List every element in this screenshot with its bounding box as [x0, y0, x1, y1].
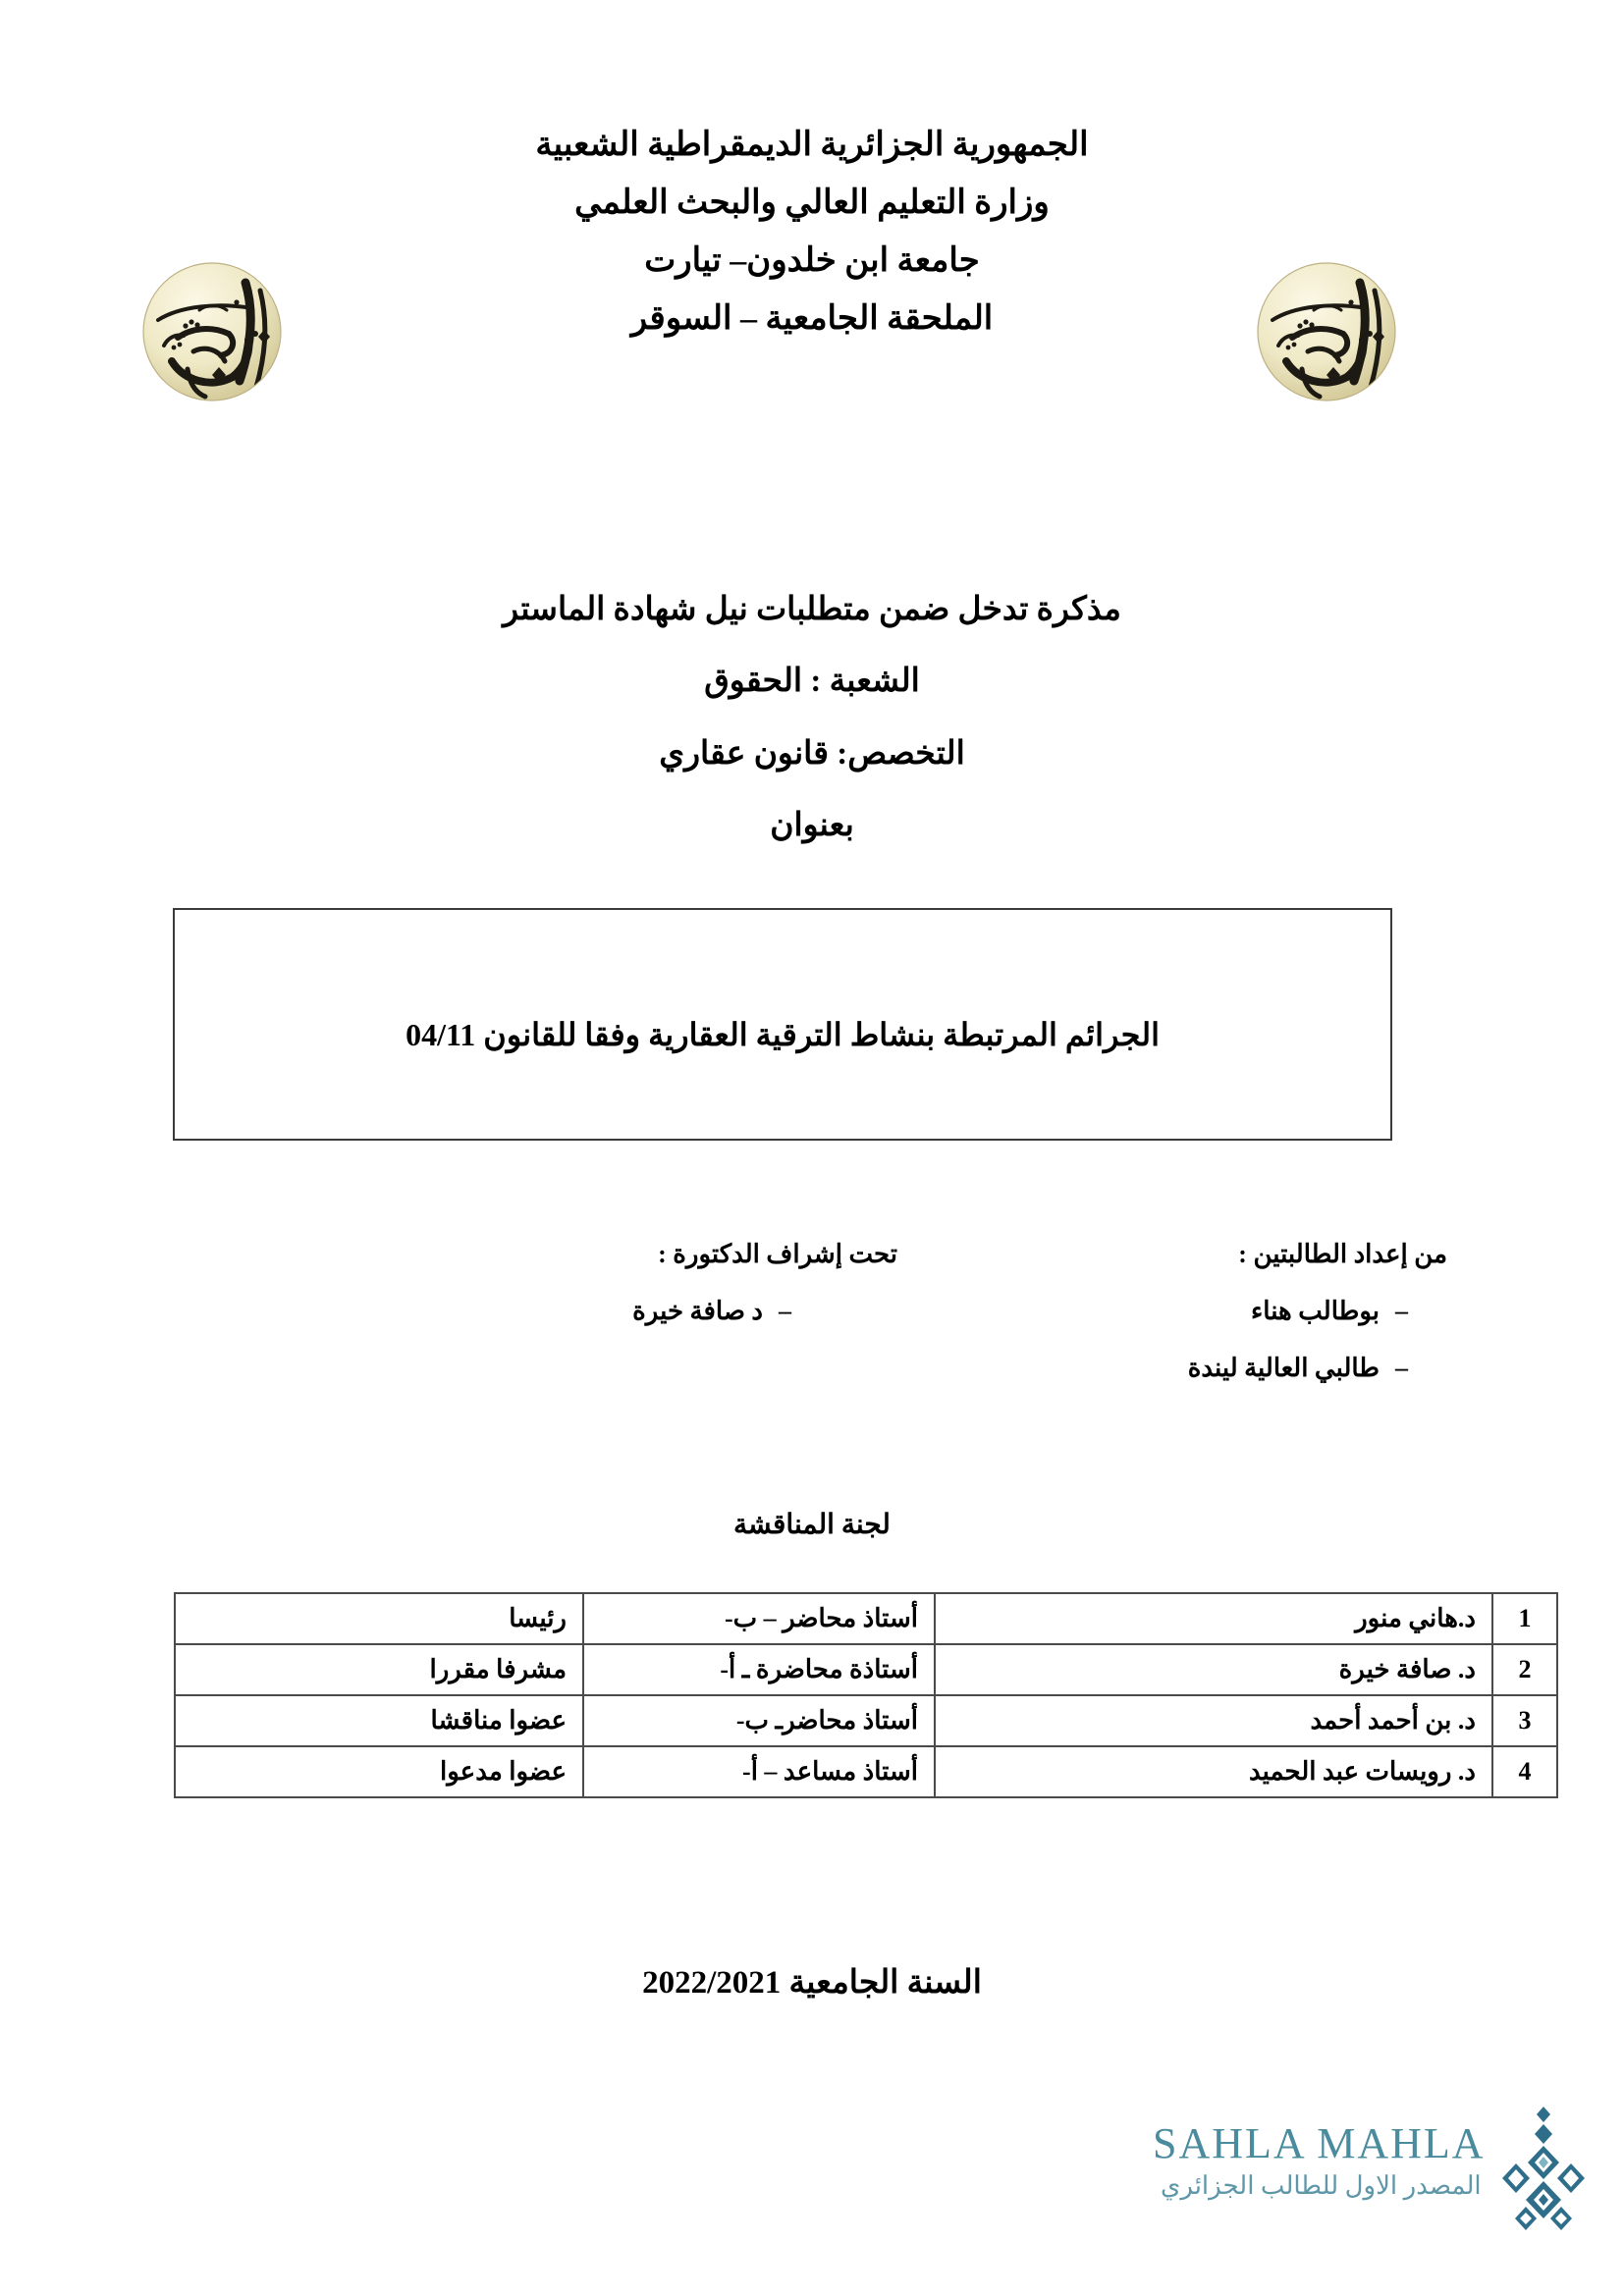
- table-row: [175, 1644, 1557, 1695]
- supervisor-item: [436, 1297, 897, 1326]
- page-header: [0, 116, 1624, 440]
- jury-rank: أستاذ محاضرـ ب-: [583, 1695, 935, 1746]
- jury-number: 4: [1492, 1746, 1557, 1797]
- authors-column: [937, 1239, 1447, 1383]
- jury-table: [174, 1592, 1558, 1798]
- author-name: طالبي العالية ليندة: [1187, 1354, 1380, 1383]
- author-item: [937, 1354, 1447, 1383]
- jury-name: د.هاني منور: [935, 1593, 1492, 1644]
- jury-number: 1: [1492, 1593, 1557, 1644]
- author-name: بوطالب هناء: [1251, 1297, 1380, 1326]
- degree-line: مذكرة تدخل ضمن متطلبات نيل شهادة الماستر: [503, 592, 1121, 627]
- university-seal-right-icon: [1249, 243, 1404, 408]
- brand-name: SAHLA MAHLA: [1153, 2119, 1486, 2167]
- thesis-title-box: [173, 908, 1392, 1141]
- jury-heading: لجنة المناقشة: [733, 1510, 891, 1540]
- degree-statement: [321, 574, 1303, 862]
- jury-rank: أستاذة محاضرة ـ أ-: [583, 1644, 935, 1695]
- bullet-dash: –: [1395, 1297, 1408, 1326]
- supervisor-heading: تحت إشراف الدكتورة :: [658, 1240, 897, 1268]
- jury-rank: أستاذ محاضر – ب-: [583, 1593, 935, 1644]
- jury-rank: أستاذ مساعد – أ-: [583, 1746, 935, 1797]
- speciality-line: التخصص: قانون عقاري: [659, 735, 965, 772]
- amazigh-diamond-logo-icon: [1496, 2105, 1591, 2230]
- institution-heading: [370, 116, 1254, 348]
- jury-number: 3: [1492, 1695, 1557, 1746]
- jury-role: عضوا مناقشا: [175, 1695, 583, 1746]
- university-line: جامعة ابن خلدون– تيارت: [644, 242, 980, 280]
- author-item: [937, 1297, 1447, 1326]
- academic-year: السنة الجامعية 2022/2021: [642, 1965, 982, 2001]
- table-row: [175, 1695, 1557, 1746]
- thesis-title: الجرائم المرتبطة بنشاط الترقية العقارية وفقا للقانون 04/11: [406, 1016, 1160, 1052]
- jury-role: رئيسا: [175, 1593, 583, 1644]
- branch-line: الشعبة : الحقوق: [704, 664, 920, 700]
- authors-heading: من إعداد الطالبتين :: [1238, 1240, 1447, 1268]
- supervisor-column: [436, 1239, 897, 1326]
- bullet-dash: –: [779, 1297, 791, 1326]
- jury-name: د. بن أحمد أحمد: [935, 1695, 1492, 1746]
- annex-line: الملحقة الجامعية – السوقر: [630, 300, 994, 338]
- sahla-mahla-watermark: [1153, 2112, 1585, 2238]
- authorship-section: [0, 1239, 1624, 1415]
- jury-name: د. صافة خيرة: [935, 1644, 1492, 1695]
- bullet-dash: –: [1395, 1354, 1408, 1383]
- supervisor-name: د صافة خيرة: [632, 1297, 763, 1326]
- ministry-line: وزارة التعليم العالي والبحث العلمي: [574, 185, 1050, 222]
- table-row: [175, 1746, 1557, 1797]
- jury-role: عضوا مدعوا: [175, 1746, 583, 1797]
- entitled-line: بعنوان: [770, 807, 854, 843]
- jury-name: د. رويسات عبد الحميد: [935, 1746, 1492, 1797]
- table-row: [175, 1593, 1557, 1644]
- brand-tagline: المصدر الاول للطالب الجزائري: [1161, 2171, 1482, 2200]
- university-seal-left-icon: [135, 243, 290, 408]
- jury-number: 2: [1492, 1644, 1557, 1695]
- jury-role: مشرفا مقررا: [175, 1644, 583, 1695]
- country-line: الجمهورية الجزائرية الديمقراطية الشعبية: [535, 127, 1089, 163]
